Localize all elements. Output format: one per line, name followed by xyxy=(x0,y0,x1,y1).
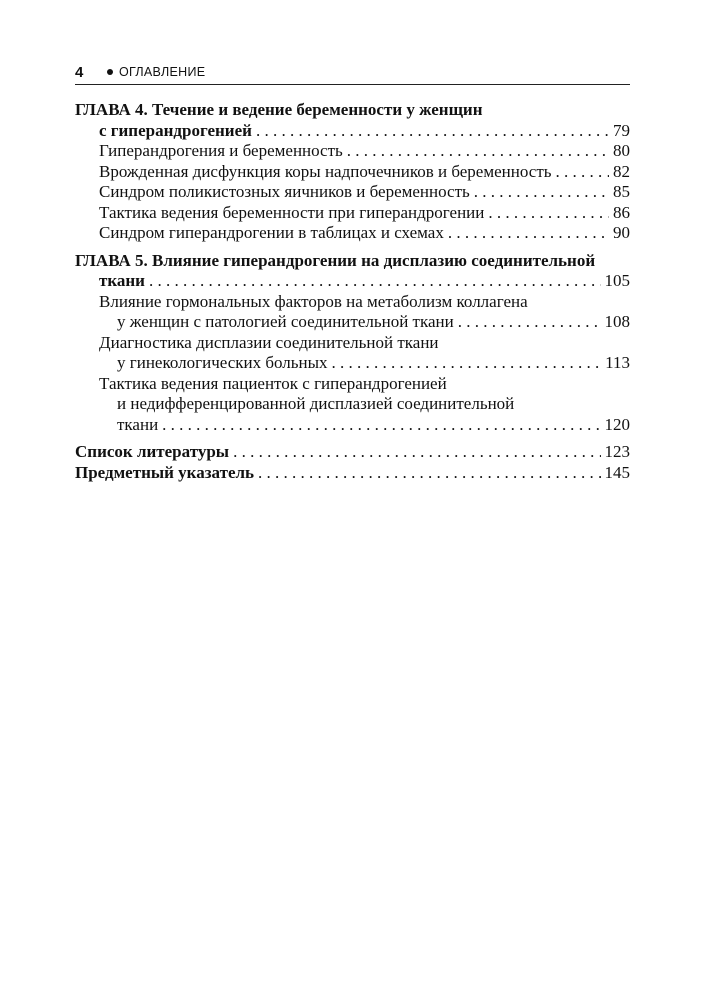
page-ref: 82 xyxy=(613,161,630,181)
toc-item-title: Синдром гиперандрогении в таблицах и схемах xyxy=(99,223,444,242)
chapter-5-title-line-2: ткани xyxy=(99,271,145,290)
toc-item-title: у гинекологических больных xyxy=(117,353,328,372)
dot-leader xyxy=(347,141,609,162)
page-ref: 123 xyxy=(604,442,630,461)
dot-leader xyxy=(488,203,609,224)
chapter-4-title-line-2: с гиперандрогенией xyxy=(99,120,252,140)
toc-item-title: Тактика ведения беременности при гиперандрогении xyxy=(99,202,485,222)
toc-item[interactable] xyxy=(75,141,630,162)
page-ref: 108 xyxy=(604,312,630,331)
toc-item[interactable] xyxy=(75,312,630,333)
page-ref: 113 xyxy=(605,353,630,372)
toc-item-line: и недифференцированной дисплазией соединительной xyxy=(117,394,515,413)
page-ref: 90 xyxy=(613,223,630,242)
references-entry[interactable] xyxy=(75,442,630,463)
dot-leader xyxy=(448,223,609,244)
toc-item[interactable] xyxy=(75,203,630,224)
running-header xyxy=(75,62,630,85)
toc-item-title: ткани xyxy=(117,414,159,434)
toc-item-line: Влияние гормональных факторов на метаболизм коллагена xyxy=(99,291,528,311)
toc-item-title: Врожденная дисфункция коры надпочечников и беременность xyxy=(99,161,552,181)
toc-item-line: Тактика ведения пациенток с гиперандрогенией xyxy=(99,373,447,393)
toc-item[interactable] xyxy=(75,162,630,183)
index-entry[interactable] xyxy=(75,463,630,484)
references-title: Список литературы xyxy=(75,442,230,461)
dot-leader xyxy=(162,415,600,436)
dot-leader xyxy=(256,121,609,142)
page-ref: 85 xyxy=(613,182,630,201)
toc-item[interactable] xyxy=(75,223,630,244)
toc-item-line: Диагностика дисплазии соединительной ткани xyxy=(99,332,439,352)
toc-item[interactable] xyxy=(75,415,630,436)
page-ref: 105 xyxy=(604,271,630,290)
bullet-icon xyxy=(107,69,113,75)
toc-item[interactable] xyxy=(75,182,630,203)
toc-item-title: Гиперандрогения и беременность xyxy=(99,141,343,160)
chapter-4-entry[interactable] xyxy=(75,121,630,142)
chapter-4-title-line-1: ГЛАВА 4. Течение и ведение беременности у женщин xyxy=(75,100,483,119)
toc-item[interactable] xyxy=(75,353,630,374)
chapter-5-title-line-1: ГЛАВА 5. Влияние гиперандрогении на дисплазию соединительной xyxy=(75,250,596,270)
chapter-5-entry[interactable] xyxy=(75,271,630,292)
dot-leader xyxy=(332,353,602,374)
page-number: 4 xyxy=(75,64,84,81)
toc-item-title: у женщин с патологией соединительной ткани xyxy=(117,312,454,331)
page-ref: 80 xyxy=(613,141,630,160)
toc-item-title: Синдром поликистозных яичников и беременность xyxy=(99,182,470,201)
page-ref: 120 xyxy=(604,414,630,434)
page-ref: 86 xyxy=(613,202,630,222)
page-ref: 79 xyxy=(613,120,630,140)
dot-leader xyxy=(149,271,601,292)
running-title: ОГЛАВЛЕНИЕ xyxy=(119,65,206,79)
table-of-contents xyxy=(75,100,630,483)
page-ref: 145 xyxy=(604,462,630,482)
dot-leader xyxy=(258,463,600,484)
index-title: Предметный указатель xyxy=(75,462,255,482)
dot-leader xyxy=(556,162,609,183)
dot-leader xyxy=(458,312,601,333)
dot-leader xyxy=(474,182,609,203)
dot-leader xyxy=(233,442,600,463)
